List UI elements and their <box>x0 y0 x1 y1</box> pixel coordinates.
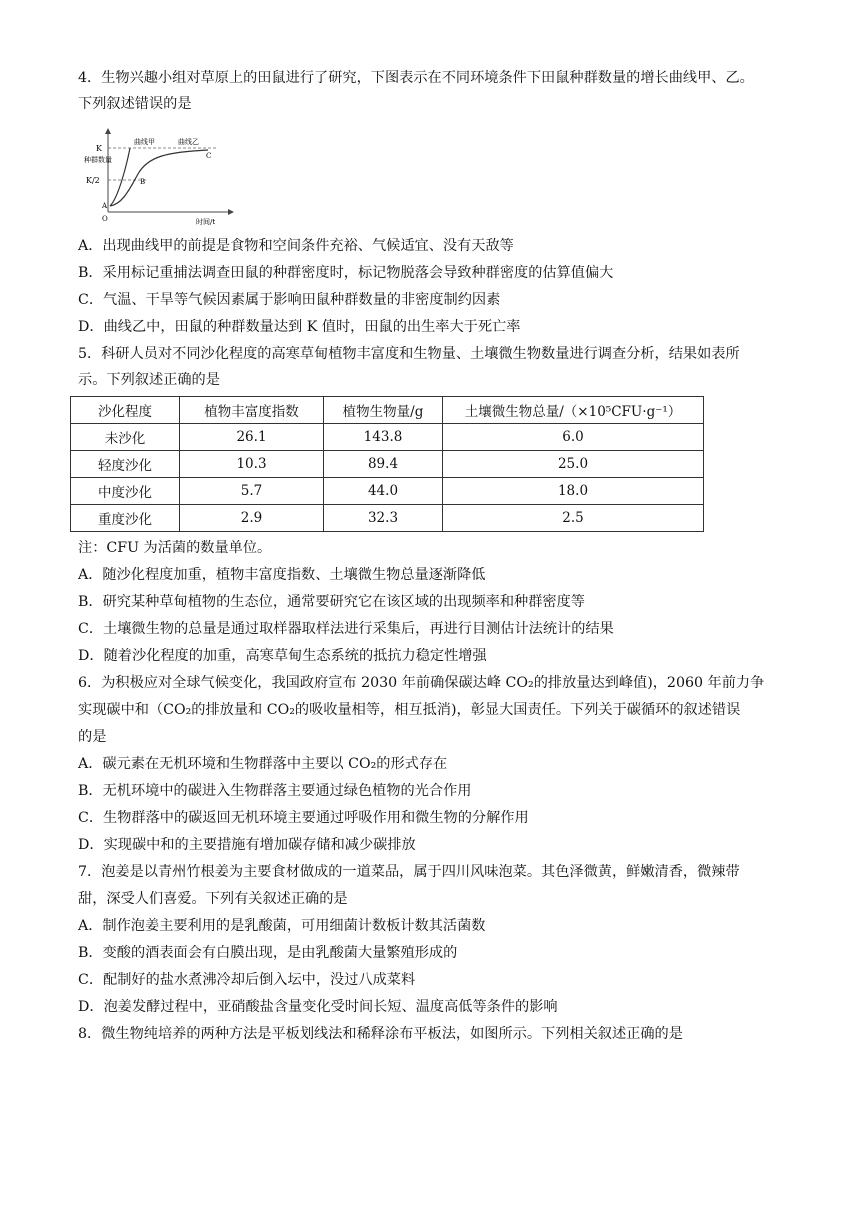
curve-b <box>110 150 208 206</box>
q4-stem-line1: 4．生物兴趣小组对草原上的田鼠进行了研究，下图表示在不同环境条件下田鼠种群数量的增长曲线甲、乙。 <box>78 70 754 86</box>
q6-option-a: A．碳元素在无机环境和生物群落中主要以 CO₂的形式存在 <box>78 756 448 772</box>
q5-option-a: A．随沙化程度加重，植物丰富度指数、土壤微生物总量逐渐降低 <box>78 567 486 583</box>
q6-stem-line1: 6．为积极应对全球气候变化，我国政府宣布 2030 年前确保碳达峰 CO₂的排放量达到峰值)，2060 年前力争 <box>78 675 765 691</box>
table-cell: 2.9 <box>180 505 324 532</box>
q4-option-d: D．曲线乙中，田鼠的种群数量达到 K 值时，田鼠的出生率大于死亡率 <box>78 319 521 335</box>
curve-a <box>110 148 130 206</box>
table-cell: 44.0 <box>324 478 443 505</box>
curve-a-label: 曲线甲 <box>134 138 155 146</box>
table-row <box>71 505 704 532</box>
q7-option-c: C．配制好的盐水煮沸冷却后倒入坛中，没过八成菜料 <box>78 972 416 988</box>
x-axis-label: 时间/t <box>196 218 216 226</box>
table-cell: 143.8 <box>324 424 443 451</box>
x-axis-arrow <box>228 209 234 215</box>
q5-stem-line2: 示。下列叙述正确的是 <box>78 372 220 388</box>
k2-label: K/2 <box>86 176 100 185</box>
q6-stem-line2: 实现碳中和（CO₂的排放量和 CO₂的吸收量相等，相互抵消)，彰显大国责任。下列关于碳循环的叙述错误 <box>78 702 741 718</box>
table-cell: 89.4 <box>324 451 443 478</box>
table-row <box>71 478 704 505</box>
q4-growth-curve-figure <box>78 128 238 228</box>
q5-note: 注：CFU 为活菌的数量单位。 <box>78 540 272 556</box>
q7-option-d: D．泡姜发酵过程中，亚硝酸盐含量变化受时间长短、温度高低等条件的影响 <box>78 999 558 1015</box>
q6-stem-line3: 的是 <box>78 729 107 745</box>
table-header-cell: 沙化程度 <box>71 397 180 424</box>
table-cell: 重度沙化 <box>71 505 180 532</box>
q4-option-c: C．气温、干旱等气候因素属于影响田鼠种群数量的非密度制约因素 <box>78 292 501 308</box>
table-cell: 18.0 <box>443 478 704 505</box>
table-header-cell: 植物丰富度指数 <box>180 397 324 424</box>
point-c-label: C <box>206 152 212 160</box>
q7-stem-line1: 7．泡姜是以青州竹根姜为主要食材做成的一道菜品，属于四川风味泡菜。其色泽微黄，鲜嫩清香，微辣带 <box>78 864 740 880</box>
q7-option-a: A．制作泡姜主要利用的是乳酸菌，可用细菌计数板计数其活菌数 <box>78 918 486 934</box>
q6-option-b: B．无机环境中的碳进入生物群落主要通过绿色植物的光合作用 <box>78 783 472 799</box>
y-axis-label-text: 种群数量 <box>84 156 112 164</box>
point-b-label: B <box>140 178 146 186</box>
q7-option-b: B．变酸的酒表面会有白膜出现，是由乳酸菌大量繁殖形成的 <box>78 945 458 961</box>
q5-stem-line1: 5．科研人员对不同沙化程度的高寒草甸植物丰富度和生物量、土壤微生物数量进行调查分析，结果如表所 <box>78 346 740 362</box>
table-header-cell: 植物生物量/g <box>324 397 443 424</box>
q5-option-b: B．研究某种草甸植物的生态位，通常要研究它在该区域的出现频率和种群密度等 <box>78 594 585 610</box>
table-cell: 25.0 <box>443 451 704 478</box>
table-cell: 26.1 <box>180 424 324 451</box>
y-axis-arrow <box>105 128 111 134</box>
table-cell: 2.5 <box>443 505 704 532</box>
q5-option-d: D．随着沙化程度的加重，高寒草甸生态系统的抵抗力稳定性增强 <box>78 648 487 664</box>
table-header-cell: 土壤微生物总量/（×10⁵CFU·g⁻¹） <box>443 397 704 424</box>
q8-stem-line1: 8．微生物纯培养的两种方法是平板划线法和稀释涂布平板法，如图所示。下列相关叙述正确的是 <box>78 1026 683 1042</box>
q7-stem-line2: 甜，深受人们喜爱。下列有关叙述正确的是 <box>78 891 348 907</box>
q5-option-c: C．土壤微生物的总量是通过取样器取样法进行采集后，再进行目测估计法统计的结果 <box>78 621 614 637</box>
q4-option-b: B．采用标记重捕法调查田鼠的种群密度时，标记物脱落会导致种群密度的估算值偏大 <box>78 265 614 281</box>
table-cell: 未沙化 <box>71 424 180 451</box>
table-row <box>71 424 704 451</box>
table-cell: 6.0 <box>443 424 704 451</box>
q4-option-a: A．出现曲线甲的前提是食物和空间条件充裕、气候适宜、没有天敌等 <box>78 238 514 254</box>
table-row <box>71 451 704 478</box>
q6-option-c: C．生物群落中的碳返回无机环境主要通过呼吸作用和微生物的分解作用 <box>78 810 529 826</box>
table-header-row <box>71 397 704 424</box>
origin-label: O <box>102 215 108 223</box>
q6-option-d: D．实现碳中和的主要措施有增加碳存储和减少碳排放 <box>78 837 416 853</box>
curve-b-label: 曲线乙 <box>178 138 199 146</box>
q4-stem-line2: 下列叙述错误的是 <box>78 96 192 112</box>
point-a-label: A <box>102 202 108 210</box>
table-cell: 10.3 <box>180 451 324 478</box>
q5-data-table <box>70 396 704 532</box>
table-cell: 中度沙化 <box>71 478 180 505</box>
k-label: K <box>96 144 102 153</box>
table-cell: 5.7 <box>180 478 324 505</box>
table-cell: 32.3 <box>324 505 443 532</box>
y-axis-label <box>84 155 112 164</box>
table-cell: 轻度沙化 <box>71 451 180 478</box>
